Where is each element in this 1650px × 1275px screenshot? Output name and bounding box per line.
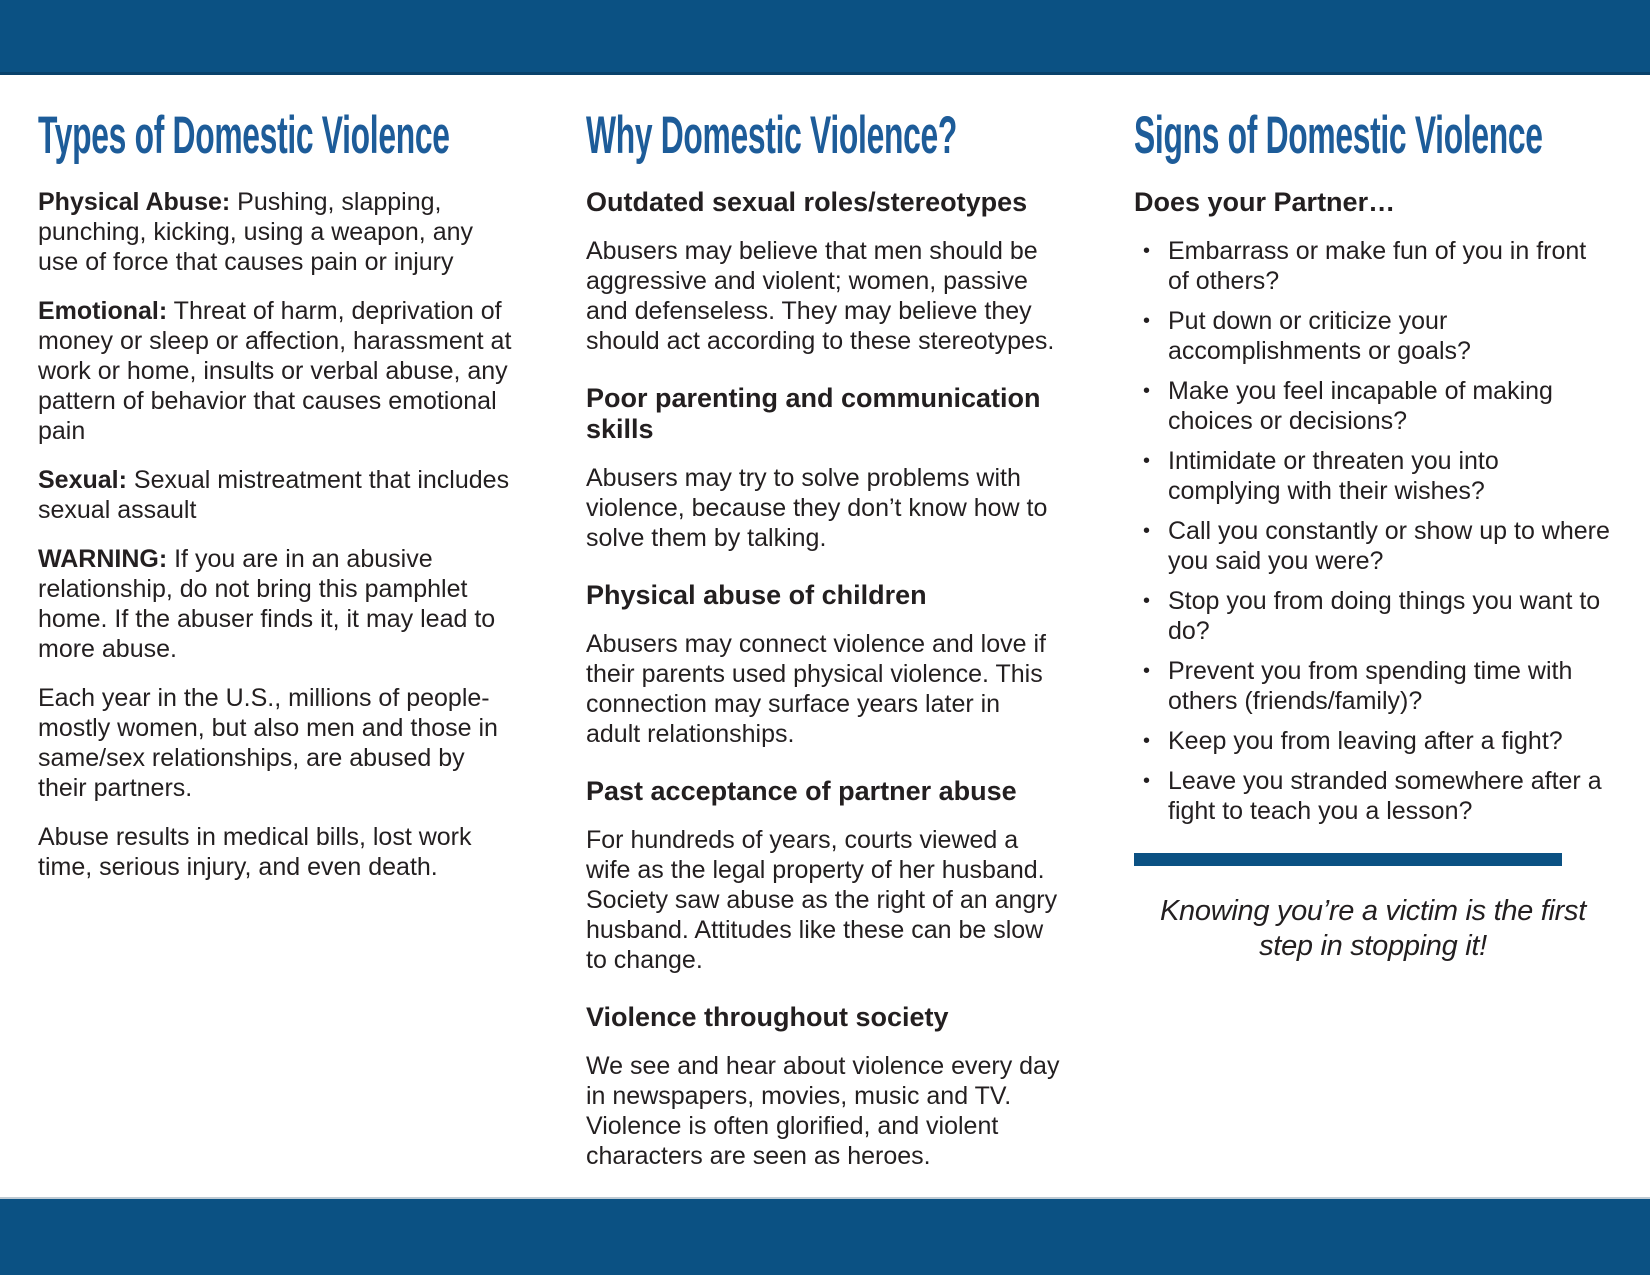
list-item: • Embarrass or make fun of you in front of others?	[1134, 236, 1612, 296]
types-title	[38, 106, 512, 165]
why-body-children: Abusers may connect violence and love if their parents used physical violence. This connection may surface years later in adult relationships.	[586, 630, 1046, 748]
list-item: • Call you constantly or show up to where you said you were?	[1134, 516, 1612, 576]
list-item: • Leave you stranded somewhere after a fight to teach you a lesson?	[1134, 766, 1612, 826]
signs-checklist	[1134, 236, 1612, 826]
list-item: • Make you feel incapable of making choices or decisions?	[1134, 376, 1612, 436]
types-paragraph-consequences	[38, 822, 512, 882]
statistics-text: Each year in the U.S., millions of people-mostly women, but also men and those in same/sex relationships, are abused by their partners.	[38, 684, 498, 802]
list-item: • Intimidate or threaten you into complying with their wishes?	[1134, 446, 1612, 506]
physical-abuse-text: Pushing, slapping, punching, kicking, using a weapon, any use of force that causes pain or injury	[38, 188, 474, 276]
blue-divider-rule	[1134, 853, 1562, 866]
column-types-of-domestic-violence	[38, 75, 512, 1197]
types-paragraph-emotional	[38, 296, 512, 446]
signs-subhead-does-your-partner: Does your Partner…	[1134, 187, 1396, 217]
types-title-text: Types of Domestic Violence	[38, 106, 450, 165]
why-body-stereotypes: Abusers may believe that men should be aggressive and violent; women, passive and defenseless. They may believe they should act according to these stereotypes.	[586, 237, 1055, 355]
emotional-lead: Emotional:	[38, 297, 168, 325]
column-why-domestic-violence	[586, 75, 1060, 1197]
emotional-text: Threat of harm, deprivation of money or sleep or affection, harassment at work or home, insults or verbal abuse, any pattern of behavior that causes emotional pain	[38, 297, 512, 445]
warning-text: If you are in an abusive relationship, do not bring this pamphlet home. If the abuser finds it, it may lead to more abuse.	[38, 545, 496, 663]
types-paragraph-statistics	[38, 683, 512, 803]
types-paragraph-warning	[38, 544, 512, 664]
why-body-parenting: Abusers may try to solve problems with violence, because they don’t know how to solve them by talking.	[586, 464, 1048, 552]
why-subhead-past-acceptance: Past acceptance of partner abuse	[586, 776, 1017, 806]
list-item: • Keep you from leaving after a fight?	[1134, 726, 1612, 756]
physical-abuse-lead: Physical Abuse:	[38, 188, 231, 216]
why-subhead-stereotypes: Outdated sexual roles/stereotypes	[586, 187, 1028, 217]
why-subhead-parenting: Poor parenting and communication skills	[586, 383, 1041, 444]
column-signs-of-domestic-violence	[1134, 75, 1612, 1197]
warning-lead: WARNING:	[38, 545, 168, 573]
list-item: • Stop you from doing things you want to do?	[1134, 586, 1612, 646]
sexual-lead: Sexual:	[38, 466, 127, 494]
sexual-text: Sexual mistreatment that includes sexual assault	[38, 466, 510, 524]
why-title	[586, 106, 1060, 165]
victim-callout-text: Knowing you’re a victim is the first step in stopping it!	[1160, 895, 1586, 962]
consequences-text: Abuse results in medical bills, lost work time, serious injury, and even death.	[38, 823, 472, 881]
bottom-banner-bar	[0, 1197, 1650, 1275]
why-subhead-society: Violence throughout society	[586, 1002, 949, 1032]
top-banner-bar	[0, 0, 1650, 75]
why-title-text: Why Domestic Violence?	[586, 106, 957, 165]
list-item: • Put down or criticize your accomplishments or goals?	[1134, 306, 1612, 366]
why-body-society: We see and hear about violence every day in newspapers, movies, music and TV. Violence is often glorified, and violent characters are seen as heroes.	[586, 1052, 1060, 1170]
types-paragraph-physical-abuse	[38, 187, 512, 277]
signs-title-text: Signs of Domestic Violence	[1134, 106, 1543, 165]
list-item: • Prevent you from spending time with others (friends/family)?	[1134, 656, 1612, 716]
types-paragraph-sexual	[38, 465, 512, 525]
why-body-past-acceptance: For hundreds of years, courts viewed a wife as the legal property of her husband. Society saw abuse as the right of an angry husband. Attitudes like these can be slow to change.	[586, 826, 1058, 974]
why-subhead-children: Physical abuse of children	[586, 580, 927, 610]
signs-title	[1134, 106, 1612, 165]
pamphlet-content	[0, 75, 1650, 1197]
